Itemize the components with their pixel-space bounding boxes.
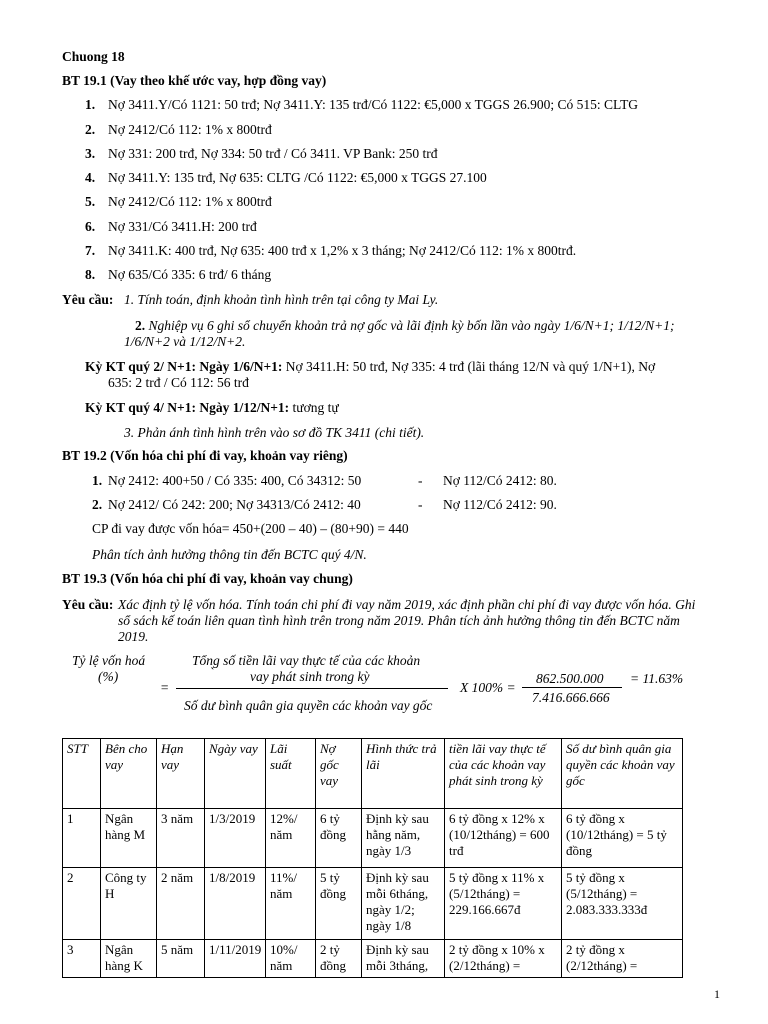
item-number: 5.: [85, 194, 96, 209]
item-dash: -: [418, 497, 423, 512]
header-loan-date: Ngày vay: [205, 739, 266, 809]
formula-value-numerator: 862.500.000: [536, 671, 604, 686]
header-payment-method: Hình thức trả lãi: [362, 739, 445, 809]
item-number: 2.: [92, 497, 103, 512]
formula-numerator-line1: Tổng số tiền lãi vay thực tế của các khoản: [192, 653, 421, 668]
formula-value-bar: [522, 687, 622, 688]
table-row: [63, 868, 683, 940]
period-q4: [85, 399, 339, 416]
loans-table: [62, 738, 683, 978]
item-number: 1.: [92, 473, 103, 488]
header-weighted-balance: Số dư bình quân gia quyền các khoản vay gốc: [562, 739, 683, 809]
item-number: 2.: [85, 122, 96, 137]
item-text: Nợ 3411.K: 400 trđ, Nợ 635: 400 trđ x 1,2% x 3 tháng; Nợ 2412/Có 112: 1% x 800trđ.: [108, 243, 577, 258]
formula-denominator: Số dư bình quân gia quyền các khoản vay gốc: [184, 698, 433, 713]
chapter-heading: Chuong 18: [62, 49, 125, 64]
formula-fraction-bar: [176, 688, 448, 689]
requirement-3: 3. Phản ánh tình hình trên vào sơ đồ TK 3411 (chi tiết).: [124, 425, 425, 440]
period-q4-entry: tương tự: [292, 400, 339, 415]
cell-weighted-balance: 2 tỷ đồng x (2/12tháng) =: [562, 940, 683, 978]
capitalized-cost-line: CP đi vay được vốn hóa= 450+(200 – 40) – (80+90) = 440: [92, 521, 409, 536]
item-left-entry: Nợ 2412: 400+50 / Có 335: 400, Có 34312: 50: [108, 473, 362, 488]
cell-term: 3 năm: [157, 809, 205, 868]
requirement-2-number: 2.: [135, 318, 146, 333]
formula-lhs-line1: Tỷ lệ vốn hoá: [72, 653, 146, 668]
item-number: 8.: [85, 267, 96, 282]
cell-actual-interest: 5 tỷ đồng x 11% x (5/12tháng) = 229.166.667đ: [445, 868, 562, 940]
item-text: Nợ 331: 200 trđ, Nợ 334: 50 trđ / Có 3411. VP Bank: 250 trđ: [108, 146, 438, 161]
formula-lhs-line2: (%): [98, 669, 119, 684]
period-q2-label: Kỳ KT quý 2/ N+1: Ngày 1/6/N+1:: [85, 359, 283, 374]
cell-interest-rate: 10%/ năm: [266, 940, 316, 978]
cell-weighted-balance: 5 tỷ đồng x (5/12tháng) = 2.083.333.333đ: [562, 868, 683, 940]
item-text: Nợ 331/Có 3411.H: 200 trđ: [108, 219, 257, 234]
formula-times-100: X 100% =: [460, 680, 516, 695]
header-lender: Bên cho vay: [101, 739, 157, 809]
cell-payment-method: Định kỳ sau hằng năm, ngày 1/3: [362, 809, 445, 868]
item-right-entry: Nợ 112/Có 2412: 80.: [443, 473, 557, 488]
formula-numerator-line2: vay phát sinh trong kỳ: [250, 669, 370, 684]
period-q2-entry-line2: 635: 2 trđ / Có 112: 56 trđ: [108, 375, 249, 390]
formula-tick: `: [209, 665, 214, 680]
cell-interest-rate: 12%/ năm: [266, 809, 316, 868]
bt193-requirement-line3: 2019.: [118, 629, 149, 644]
cell-loan-date: 1/11/2019: [205, 940, 266, 978]
cell-loan-date: 1/3/2019: [205, 809, 266, 868]
cell-lender: Công ty H: [101, 868, 157, 940]
header-term: Hạn vay: [157, 739, 205, 809]
item-text: Nợ 3411.Y/Có 1121: 50 trđ; Nợ 3411.Y: 135 trđ/Có 1122: €5,000 x TGGS 26.900; Có 515: CLTG: [108, 97, 639, 112]
bt193-requirement-line2: sổ sách kế toán liên quan tình hình trên trong năm 2019. Phân tích ảnh hưởng thông tin đến BCTC năm: [118, 613, 680, 628]
period-q4-label: Kỳ KT quý 4/ N+1: Ngày 1/12/N+1:: [85, 400, 290, 415]
item-text: Nợ 2412/Có 112: 1% x 800trđ: [108, 194, 272, 209]
requirement-2-line1: Nghiệp vụ 6 ghi sổ chuyển khoản trả nợ gốc và lãi định kỳ bốn lần vào ngày 1/6/N+1; 1/12/N+1;: [148, 318, 675, 333]
table-row: [63, 809, 683, 868]
item-dash: -: [418, 473, 423, 488]
header-interest-rate: Lãi suất: [266, 739, 316, 809]
cell-actual-interest: 6 tỷ đồng x 12% x (10/12tháng) = 600 trđ: [445, 809, 562, 868]
cell-payment-method: Định kỳ sau mỗi 3tháng,: [362, 940, 445, 978]
bt193-requirement-label: Yêu cầu:: [62, 597, 114, 612]
table-header-row: [63, 739, 683, 809]
cell-weighted-balance: 6 tỷ đồng x (10/12tháng) = 5 tỷ đồng: [562, 809, 683, 868]
cell-principal: 5 tỷ đồng: [316, 868, 362, 940]
bt193-requirement-line1: Xác định tỷ lệ vốn hóa. Tính toán chi phí đi vay năm 2019, xác định phần chi phí đi vay được vốn hóa. Ghi: [118, 597, 696, 612]
item-text: Nợ 635/Có 335: 6 trđ/ 6 tháng: [108, 267, 272, 282]
cell-stt: 2: [63, 868, 101, 940]
item-number: 1.: [85, 97, 96, 112]
requirement-2: [135, 317, 674, 334]
item-text: Nợ 2412/Có 112: 1% x 800trđ: [108, 122, 272, 137]
requirement-2-line2: 1/6/N+2 và 1/12/N+2.: [124, 334, 246, 349]
bt191-title: BT 19.1 (Vay theo khế ước vay, hợp đồng vay): [62, 73, 327, 88]
period-q2: [85, 358, 655, 375]
item-text: Nợ 3411.Y: 135 trđ, Nợ 635: CLTG /Có 1122: €5,000 x TGGS 27.100: [108, 170, 487, 185]
cell-principal: 6 tỷ đồng: [316, 809, 362, 868]
formula-result: = 11.63%: [630, 671, 684, 686]
item-number: 7.: [85, 243, 96, 258]
bt192-analysis: Phân tích ảnh hưởng thông tin đến BCTC quý 4/N.: [92, 547, 367, 562]
item-right-entry: Nợ 112/Có 2412: 90.: [443, 497, 557, 512]
requirement-1: 1. Tính toán, định khoản tình hình trên tại công ty Mai Ly.: [124, 292, 439, 307]
cell-actual-interest: 2 tỷ đồng x 10% x (2/12tháng) =: [445, 940, 562, 978]
item-left-entry: Nợ 2412/ Có 242: 200; Nợ 34313/Có 2412: 40: [108, 497, 361, 512]
cell-stt: 1: [63, 809, 101, 868]
cell-payment-method: Định kỳ sau mỗi 6tháng, ngày 1/2; ngày 1/8: [362, 868, 445, 940]
cell-lender: Ngân hàng K: [101, 940, 157, 978]
item-number: 6.: [85, 219, 96, 234]
bt192-title: BT 19.2 (Vốn hóa chi phí đi vay, khoản vay riêng): [62, 448, 348, 463]
bt193-title: BT 19.3 (Vốn hóa chi phí đi vay, khoản vay chung): [62, 571, 353, 586]
formula-value-denominator: 7.416.666.666: [532, 690, 610, 705]
period-q2-entry: Nợ 3411.H: 50 trđ, Nợ 335: 4 trđ (lãi tháng 12/N và quý 1/N+1), Nợ: [285, 359, 656, 374]
page-number: 1: [714, 987, 720, 1001]
requirement-label: Yêu cầu:: [62, 292, 114, 307]
formula-equals: =: [160, 680, 170, 695]
cell-term: 2 năm: [157, 868, 205, 940]
table-row: [63, 940, 683, 978]
cell-term: 5 năm: [157, 940, 205, 978]
header-principal: Nợ gốc vay: [316, 739, 362, 809]
item-number: 3.: [85, 146, 96, 161]
cell-loan-date: 1/8/2019: [205, 868, 266, 940]
header-actual-interest: tiền lãi vay thực tế của các khoản vay phát sinh trong kỳ: [445, 739, 562, 809]
item-number: 4.: [85, 170, 96, 185]
cell-lender: Ngân hàng M: [101, 809, 157, 868]
header-stt: STT: [63, 739, 101, 809]
cell-stt: 3: [63, 940, 101, 978]
cell-interest-rate: 11%/ năm: [266, 868, 316, 940]
cell-principal: 2 tỷ đồng: [316, 940, 362, 978]
